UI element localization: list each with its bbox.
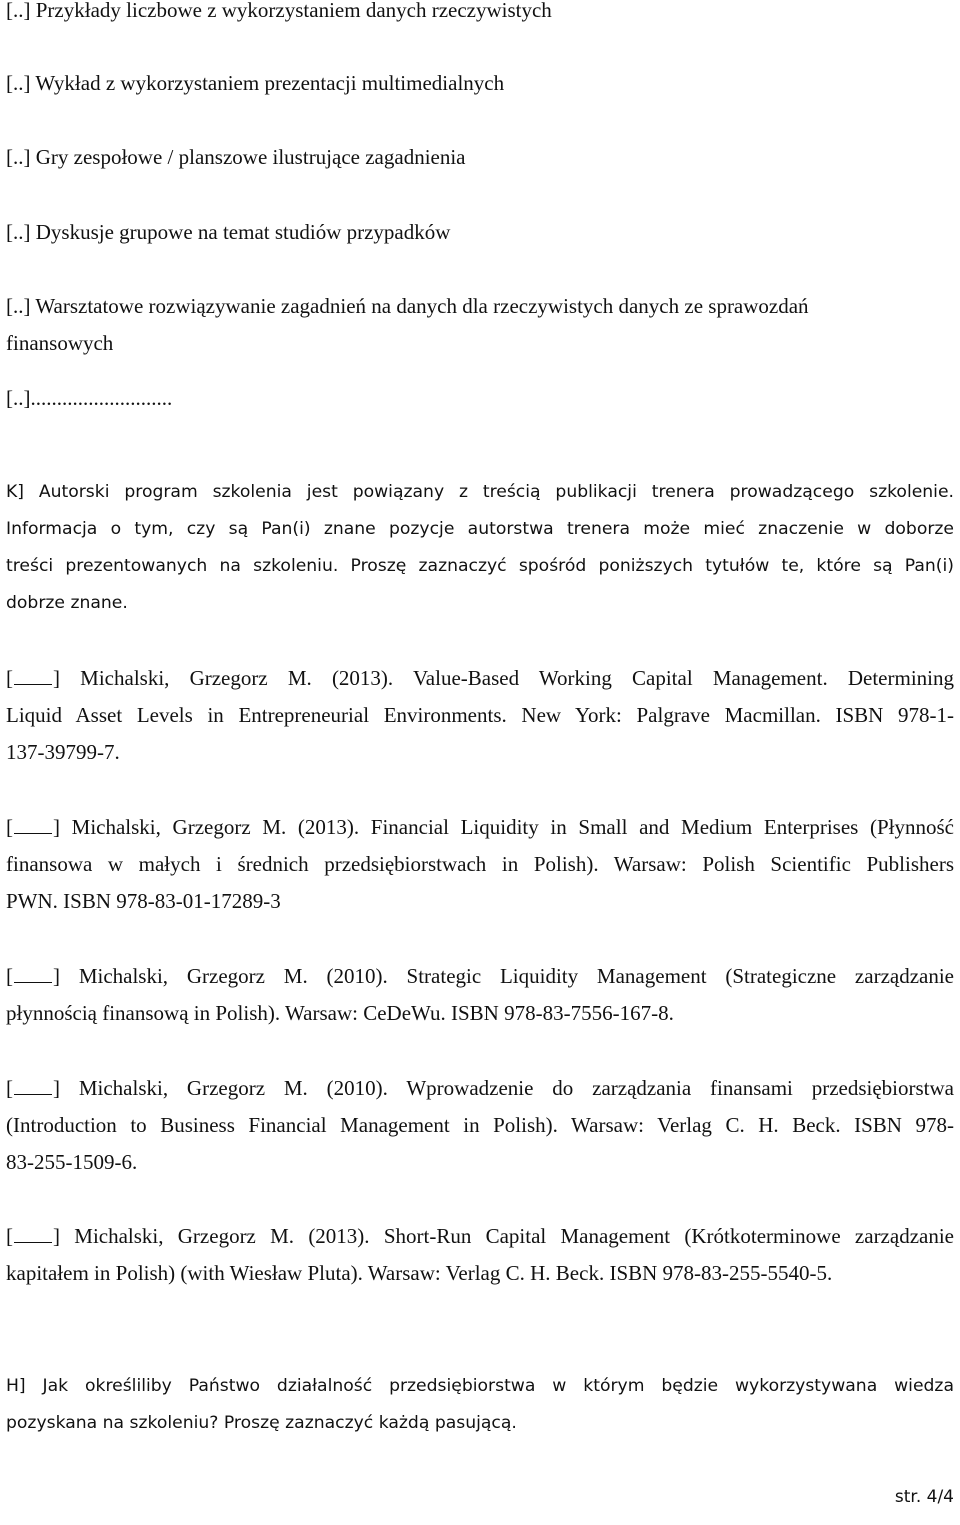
option-item (6, 214, 450, 251)
publication-line: 83-255-1509-6. (6, 1150, 138, 1174)
checkbox-close[interactable]: ] (53, 666, 60, 690)
page-number: str. 4/4 (894, 1487, 954, 1507)
publication-line: 137-39799-7. (6, 740, 120, 764)
option-item-continuation (6, 325, 113, 362)
checkbox-open[interactable]: [ (6, 666, 13, 690)
checkbox-open[interactable]: [ (6, 1224, 13, 1248)
option-label: Przykłady liczbowe z wykorzystaniem danych rzeczywistych (35, 0, 552, 22)
option-item (6, 0, 552, 29)
publication-text: Michalski, Grzegorz M. (2013). Financial Liquidity in Small and Medium Enterprises (Płynność (71, 815, 954, 839)
checkbox-blank[interactable] (14, 815, 52, 834)
publication-line (6, 1070, 954, 1107)
checkbox-open[interactable]: [ (6, 964, 13, 988)
question-h-line: H] Jak określiliby Państwo działalność przedsiębiorstwa w którym będzie wykorzystywana wiedza (6, 1376, 954, 1396)
publication-text: Michalski, Grzegorz M. (2013). Short-Run Capital Management (Krótkoterminowe zarządzanie (74, 1224, 954, 1248)
checkbox-blank[interactable] (14, 964, 52, 983)
option-label: finansowych (6, 331, 114, 355)
publication-line: finansowa w małych i średnich przedsiębiorstwach in Polish). Warsaw: Polish Scientific Publishers (6, 852, 954, 876)
publication-line: PWN. ISBN 978-83-01-17289-3 (6, 889, 281, 913)
checkbox-close[interactable]: ] (53, 1224, 60, 1248)
publication-text: Michalski, Grzegorz M. (2010). Wprowadzenie do zarządzania finansami przedsiębiorstwa (78, 1076, 954, 1100)
question-h (6, 1368, 954, 1442)
checkbox-marker[interactable]: [..] (6, 220, 31, 244)
publication-line: płynnością finansową in Polish). Warsaw: CeDeWu. ISBN 978-83-7556-167-8. (6, 1001, 674, 1025)
publication-line: (Introduction to Business Financial Management in Polish). Warsaw: Verlag C. H. Beck. ISBN 978- (6, 1113, 954, 1137)
publication-line (6, 809, 954, 846)
checkbox-close[interactable]: ] (53, 1076, 60, 1100)
checkbox-marker[interactable]: [..] (6, 0, 31, 22)
publication-line (6, 660, 954, 697)
question-k-line: Informacja o tym, czy są Pan(i) znane pozycje autorstwa trenera może mieć znaczenie w doborze (6, 519, 954, 539)
checkbox-marker[interactable]: [..] (6, 294, 31, 318)
question-k (6, 474, 954, 622)
option-item (6, 65, 504, 102)
checkbox-blank[interactable] (14, 1224, 52, 1243)
publication-item (6, 1218, 954, 1292)
checkbox-close[interactable]: ] (53, 815, 60, 839)
publication-line (6, 958, 954, 995)
publication-item (6, 958, 954, 1032)
checkbox-open[interactable]: [ (6, 815, 13, 839)
checkbox-blank[interactable] (14, 1076, 52, 1095)
option-item-other (6, 380, 172, 417)
checkbox-close[interactable]: ] (53, 964, 60, 988)
publication-line (6, 1218, 954, 1255)
checkbox-blank[interactable] (14, 666, 52, 685)
publication-line: kapitałem in Polish) (with Wiesław Pluta). Warsaw: Verlag C. H. Beck. ISBN 978-83-255-5540-5. (6, 1261, 833, 1285)
question-k-line: K] Autorski program szkolenia jest powiązany z treścią publikacji trenera prowadzącego szkolenie. (6, 482, 954, 502)
question-k-line: treści prezentowanych na szkoleniu. Proszę zaznaczyć spośród poniższych tytułów te, które są Pan(i) (6, 556, 954, 576)
option-other-dots: ........................... (30, 386, 173, 410)
checkbox-marker[interactable]: [..] (6, 145, 31, 169)
option-label: Wykład z wykorzystaniem prezentacji multimedialnych (35, 71, 505, 95)
publication-item (6, 1070, 954, 1181)
checkbox-open[interactable]: [ (6, 1076, 13, 1100)
question-h-line: pozyskana na szkoleniu? Proszę zaznaczyć każdą pasującą. (6, 1413, 517, 1433)
option-item (6, 139, 466, 176)
option-item (6, 288, 809, 325)
publication-item (6, 809, 954, 920)
option-label: Gry zespołowe / planszowe ilustrujące zagadnienia (35, 145, 466, 169)
checkbox-marker[interactable]: [..] (6, 71, 31, 95)
option-label: Warsztatowe rozwiązywanie zagadnień na danych dla rzeczywistych danych ze sprawozdań (35, 294, 809, 318)
question-k-line: dobrze znane. (6, 593, 128, 613)
publication-text: Michalski, Grzegorz M. (2013). Value-Based Working Capital Management. Determining (80, 666, 955, 690)
checkbox-marker[interactable]: [..] (6, 386, 31, 410)
publication-item (6, 660, 954, 771)
publication-text: Michalski, Grzegorz M. (2010). Strategic Liquidity Management (Strategiczne zarządzanie (78, 964, 955, 988)
option-label: Dyskusje grupowe na temat studiów przypadków (35, 220, 451, 244)
publication-line: Liquid Asset Levels in Entrepreneurial Environments. New York: Palgrave Macmillan. ISBN 978-1- (6, 703, 954, 727)
